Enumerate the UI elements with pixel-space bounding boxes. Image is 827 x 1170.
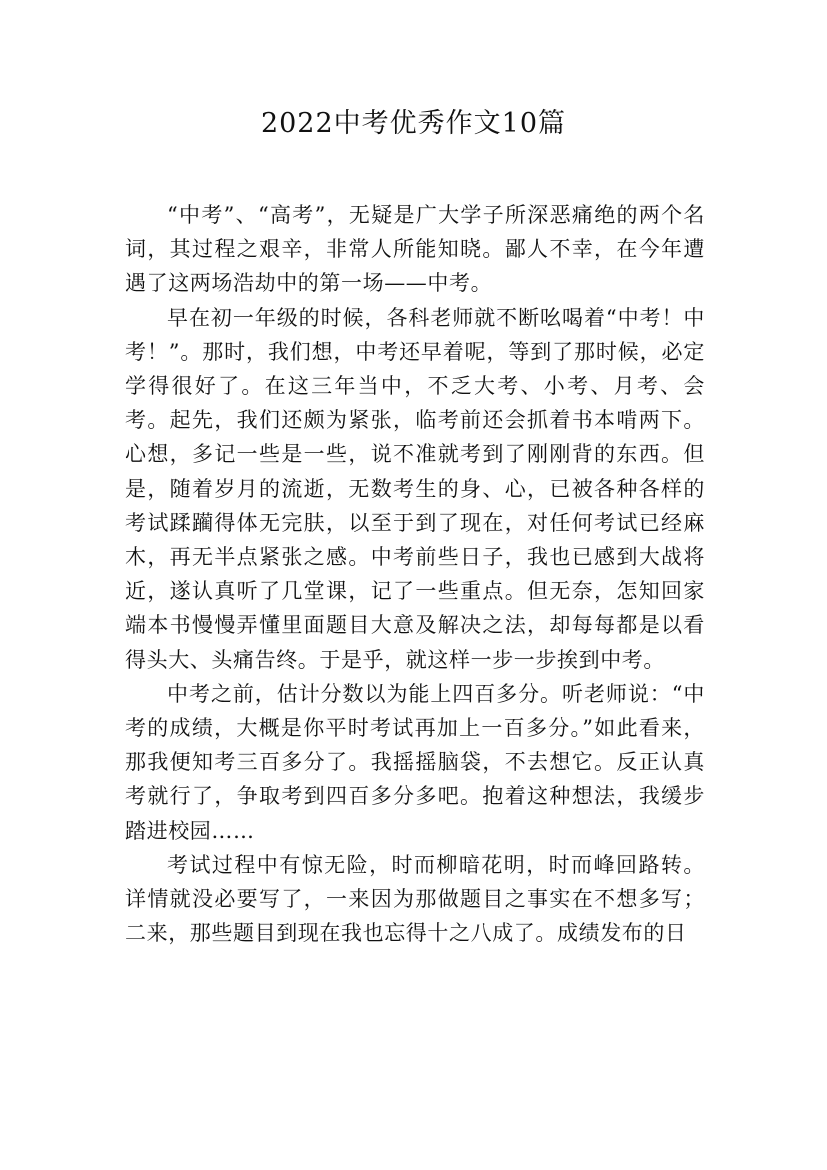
paragraph-2: 早在初一年级的时候，各科老师就不断吆喝着“中考！中考！”。那时，我们想，中考还早着呢，等到了那时候，必定学得很好了。在这三年当中，不乏大考、小考、月考、会考。起先，我们还颇为紧张，临考前还会抓着书本啃两下。心想，多记一些是一些，说不准就考到了刚刚背的东西。但是，随着岁月的流逝，无数考生的身、心，已被各种各样的考试蹂躏得体无完肤，以至于到了现在，对任何考试已经麻木，再无半点紧张之感。中考前些日子，我也已感到大战将近，遂认真听了几堂课，记了一些重点。但无奈，怎知回家端本书慢慢弄懂里面题目大意及解决之法，却每每都是以看得头大、头痛告终。于是乎，就这样一步一步挨到中考。 xyxy=(125,305,705,672)
document-body xyxy=(125,198,705,950)
paragraph-4: 考试过程中有惊无险，时而柳暗花明，时而峰回路转。详情就没必要写了，一来因为那做题目之事实在不想多写；二来，那些题目到现在我也忘得十之八成了。成绩发布的日 xyxy=(125,852,705,946)
paragraph-1: “中考”、“高考”，无疑是广大学子所深恶痛绝的两个名词，其过程之艰辛，非常人所能知晓。鄙人不幸，在今年遭遇了这两场浩劫中的第一场——中考。 xyxy=(125,203,705,296)
paragraph-3: 中考之前，估计分数以为能上四百多分。听老师说：“中考的成绩，大概是你平时考试再加上一百多分。”如此看来，那我便知考三百多分了。我摇摇脑袋，不去想它。反正认真考就行了，争取考到四百多分多吧。抱着这种想法，我缓步踏进校园…… xyxy=(125,681,705,843)
document-title: 2022中考优秀作文10篇 xyxy=(260,108,567,139)
